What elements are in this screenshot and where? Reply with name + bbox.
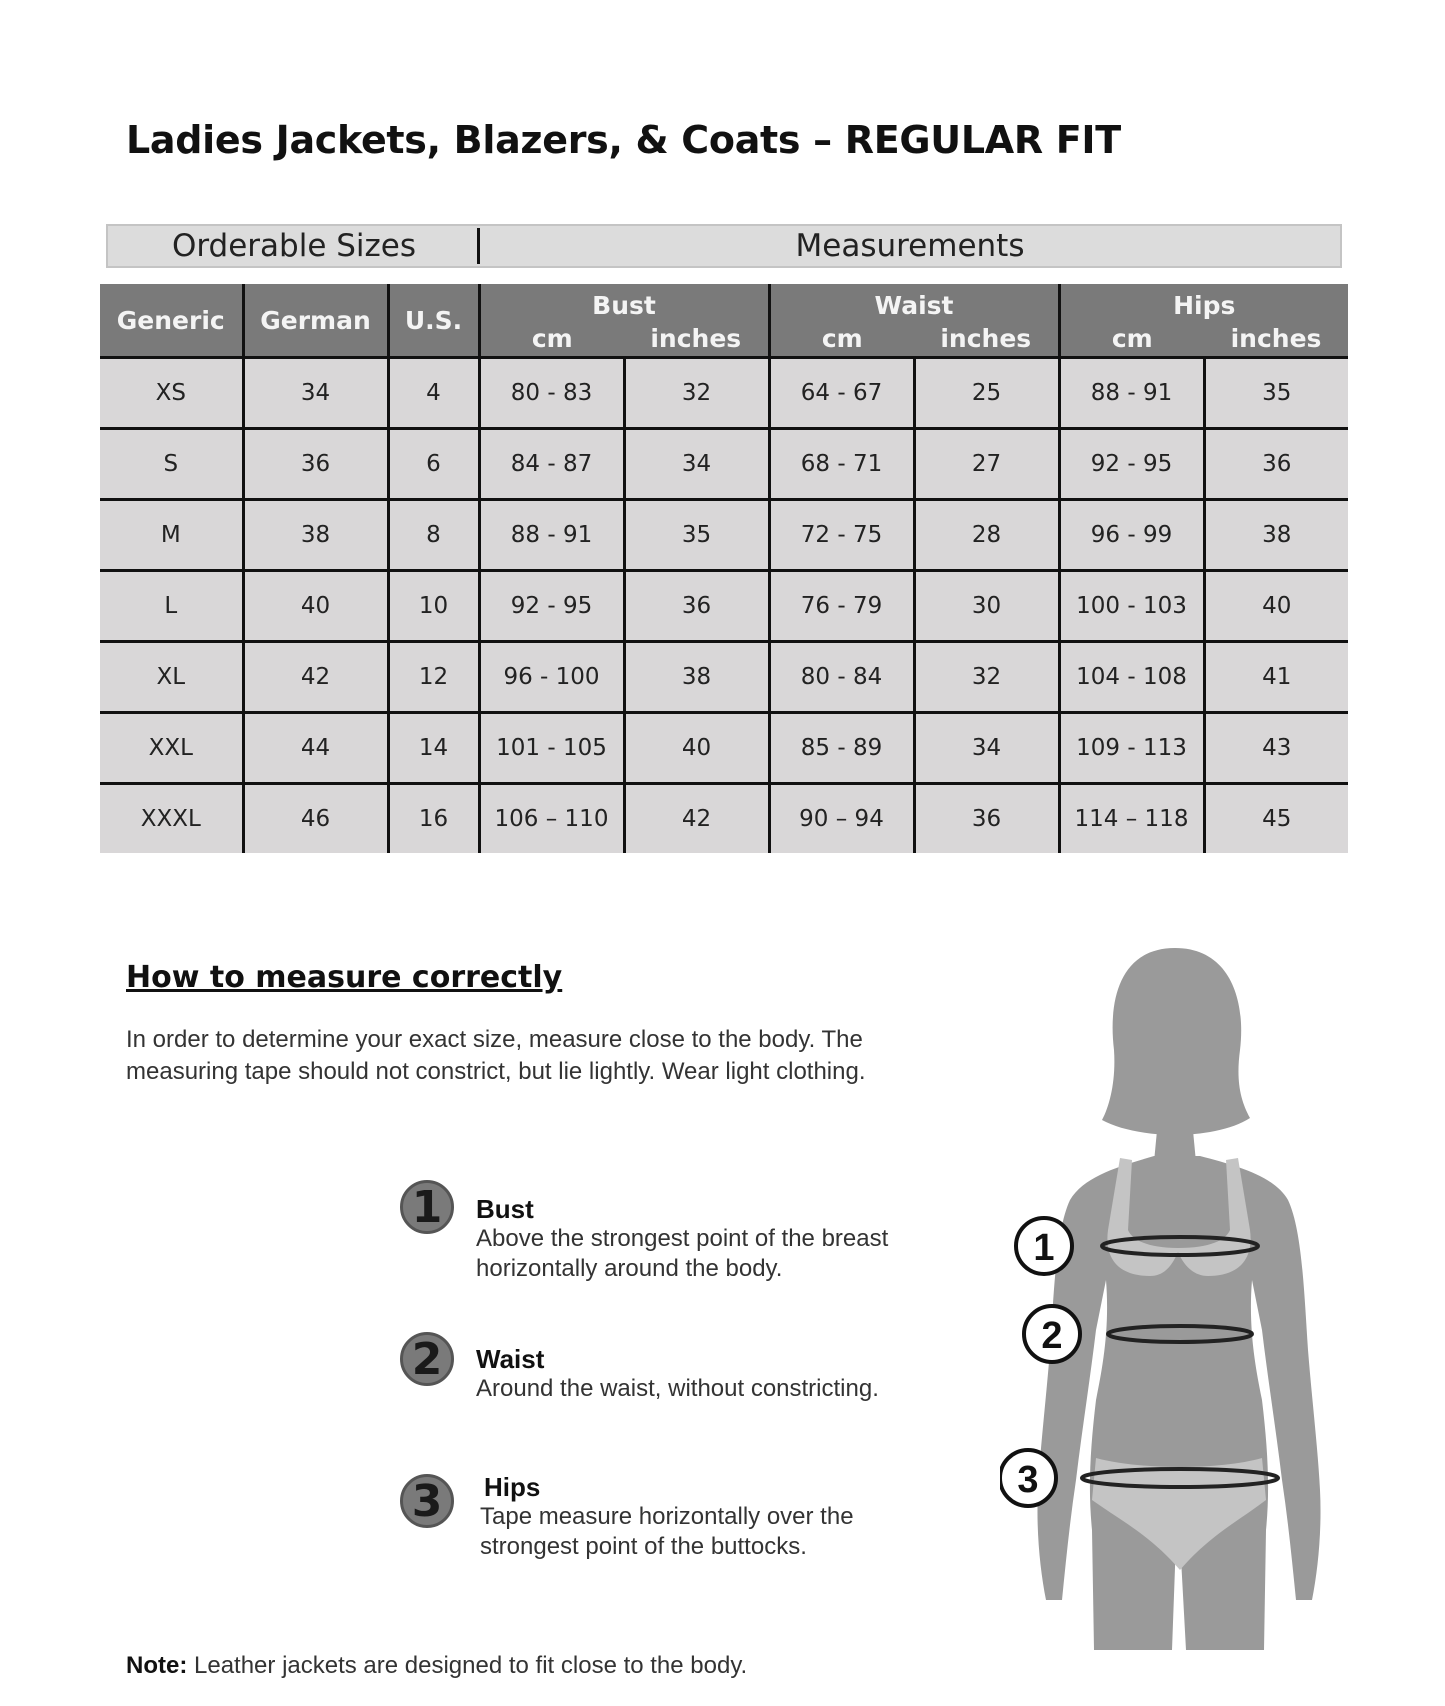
cell-us: 4 [388,358,479,429]
cell-hips-cm: 104 - 108 [1059,642,1204,713]
header-generic: Generic [100,284,243,358]
cell-waist-cm: 85 - 89 [769,713,914,784]
cell-bust-inches: 42 [624,784,769,854]
cell-generic: XS [100,358,243,429]
cell-generic: XXL [100,713,243,784]
cell-bust-inches: 34 [624,429,769,500]
table-row [100,784,1348,854]
cell-bust-cm: 80 - 83 [479,358,624,429]
header-hips: Hips [1059,284,1348,320]
cell-us: 14 [388,713,479,784]
cell-bust-inches: 35 [624,500,769,571]
note-text: Leather jackets are designed to fit close to the body. [187,1652,748,1679]
step-number-badge: 1 [400,1180,454,1234]
header-bust: Bust [479,284,769,320]
step-title: Hips [484,1472,541,1502]
page-title: Ladies Jackets, Blazers, & Coats – REGULAR FIT [126,118,1121,162]
cell-hips-cm: 109 - 113 [1059,713,1204,784]
header-hips-inches: inches [1204,320,1348,358]
cell-german: 42 [243,642,388,713]
group-label-measurements: Measurements [795,228,1025,264]
step-waist [400,1332,940,1432]
step-number-badge: 2 [400,1332,454,1386]
how-to-intro: In order to determine your exact size, measure close to the body. The measuring tape should not constrict, but lie lightly. Wear light clothing. [126,1026,866,1085]
step-title: Bust [476,1194,534,1224]
cell-waist-inches: 32 [914,642,1059,713]
group-label-orderable: Orderable Sizes [171,228,417,264]
cell-german: 40 [243,571,388,642]
cell-waist-inches: 28 [914,500,1059,571]
table-row [100,571,1348,642]
cell-waist-inches: 25 [914,358,1059,429]
table-row [100,713,1348,784]
cell-waist-cm: 76 - 79 [769,571,914,642]
cell-german: 46 [243,784,388,854]
callout-1-label: 1 [1033,1227,1055,1269]
cell-hips-cm: 100 - 103 [1059,571,1204,642]
cell-german: 44 [243,713,388,784]
cell-waist-inches: 36 [914,784,1059,854]
cell-german: 36 [243,429,388,500]
step-description: Tape measure horizontally over the strongest point of the buttocks. [480,1503,854,1560]
step-bust [400,1180,940,1300]
cell-hips-inches: 38 [1204,500,1348,571]
cell-us: 16 [388,784,479,854]
cell-hips-cm: 114 – 118 [1059,784,1204,854]
cell-generic: M [100,500,243,571]
cell-generic: S [100,429,243,500]
header-waist: Waist [769,284,1059,320]
header-german: German [243,284,388,358]
step-description: Above the strongest point of the breast horizontally around the body. [476,1225,889,1282]
header-us: U.S. [388,284,479,358]
cell-bust-cm: 101 - 105 [479,713,624,784]
cell-waist-cm: 72 - 75 [769,500,914,571]
cell-hips-inches: 43 [1204,713,1348,784]
cell-bust-inches: 32 [624,358,769,429]
callout-3-label: 3 [1017,1459,1039,1501]
size-table [100,284,1348,853]
table-row [100,358,1348,429]
how-to-heading: How to measure correctly [126,960,563,995]
cell-bust-cm: 88 - 91 [479,500,624,571]
cell-waist-cm: 80 - 84 [769,642,914,713]
cell-bust-cm: 96 - 100 [479,642,624,713]
step-title: Waist [476,1344,545,1374]
header-bust-inches: inches [624,320,769,358]
note [126,1652,747,1680]
cell-us: 6 [388,429,479,500]
cell-bust-inches: 38 [624,642,769,713]
silhouette-body [1037,1156,1320,1650]
cell-german: 38 [243,500,388,571]
cell-waist-cm: 68 - 71 [769,429,914,500]
cell-bust-inches: 36 [624,571,769,642]
cell-bust-inches: 40 [624,713,769,784]
cell-hips-inches: 45 [1204,784,1348,854]
cell-hips-inches: 36 [1204,429,1348,500]
header-bust-cm: cm [479,320,624,358]
cell-us: 8 [388,500,479,571]
cell-bust-cm: 92 - 95 [479,571,624,642]
cell-waist-inches: 30 [914,571,1059,642]
table-row [100,642,1348,713]
cell-bust-cm: 106 – 110 [479,784,624,854]
cell-generic: L [100,571,243,642]
silhouette-head [1102,948,1250,1135]
table-row [100,429,1348,500]
header-waist-cm: cm [769,320,914,358]
cell-hips-cm: 88 - 91 [1059,358,1204,429]
body-silhouette-figure [1000,930,1360,1650]
cell-us: 12 [388,642,479,713]
table-row [100,500,1348,571]
cell-waist-cm: 90 – 94 [769,784,914,854]
cell-generic: XL [100,642,243,713]
cell-hips-inches: 41 [1204,642,1348,713]
header-waist-inches: inches [914,320,1059,358]
header-hips-cm: cm [1059,320,1204,358]
cell-bust-cm: 84 - 87 [479,429,624,500]
cell-hips-inches: 40 [1204,571,1348,642]
cell-us: 10 [388,571,479,642]
cell-waist-cm: 64 - 67 [769,358,914,429]
step-number-badge: 3 [400,1474,454,1528]
cell-waist-inches: 34 [914,713,1059,784]
cell-hips-cm: 92 - 95 [1059,429,1204,500]
cell-hips-cm: 96 - 99 [1059,500,1204,571]
cell-generic: XXXL [100,784,243,854]
cell-german: 34 [243,358,388,429]
silhouette-neck [1154,1120,1196,1162]
step-description: Around the waist, without constricting. [476,1375,879,1402]
column-group-bar [106,224,1342,268]
note-label: Note: [126,1652,188,1679]
cell-hips-inches: 35 [1204,358,1348,429]
cell-waist-inches: 27 [914,429,1059,500]
step-hips [400,1474,940,1594]
callout-2-label: 2 [1041,1315,1063,1357]
